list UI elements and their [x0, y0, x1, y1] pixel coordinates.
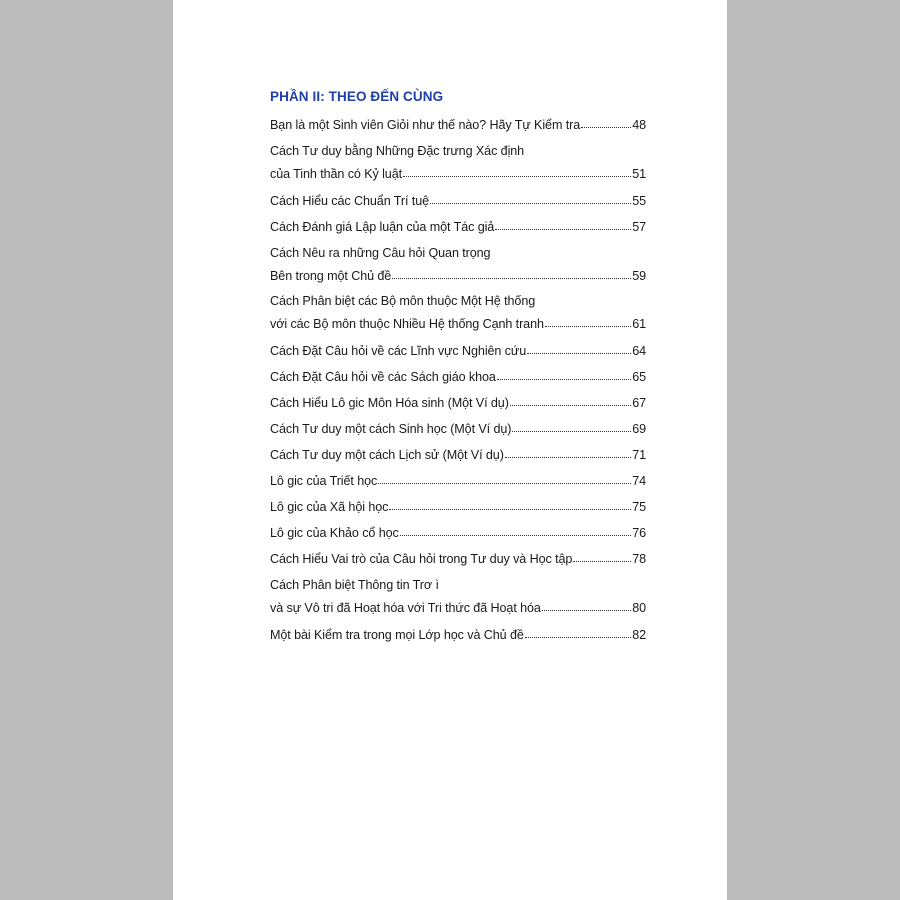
toc-entry-title: Cách Tư duy một cách Lịch sử (Một Ví dụ) — [270, 448, 504, 462]
toc-entry-row — [270, 622, 646, 648]
dot-leader — [573, 561, 631, 562]
toc-entry — [270, 364, 646, 390]
toc-entry-row — [270, 312, 646, 336]
toc-page-number: 80 — [632, 601, 646, 615]
toc-entry — [270, 622, 646, 648]
toc-page-number: 69 — [632, 422, 646, 436]
toc-entry — [270, 574, 646, 620]
toc-entry-row — [270, 264, 646, 288]
toc-page-number: 65 — [632, 370, 646, 384]
toc-page-number: 64 — [632, 344, 646, 358]
toc-entry — [270, 546, 646, 572]
toc-entry-title: Cách Đánh giá Lập luận của một Tác giả — [270, 220, 495, 234]
dot-leader — [389, 509, 631, 510]
toc-entry-title: Bạn là một Sinh viên Giỏi như thế nào? Hãy Tự Kiểm tra — [270, 118, 581, 132]
toc-entry — [270, 416, 646, 442]
toc-entry-row — [270, 162, 646, 186]
toc-entry — [270, 242, 646, 288]
toc-entries — [270, 112, 646, 648]
toc-page-number: 82 — [632, 628, 646, 642]
toc-entry — [270, 338, 646, 364]
dot-leader — [525, 637, 631, 638]
toc-entry-title: với các Bộ môn thuộc Nhiều Hệ thống Cạnh tranh — [270, 317, 544, 331]
dot-leader — [581, 127, 631, 128]
toc-entry-title: Cách Hiểu Lô gic Môn Hóa sinh (Một Ví dụ) — [270, 396, 509, 410]
toc-entry-row — [270, 188, 646, 214]
toc-entry — [270, 290, 646, 336]
toc-entry — [270, 214, 646, 240]
toc-page-number: 76 — [632, 526, 646, 540]
toc-entry-row — [270, 494, 646, 520]
toc-entry-title-line: Cách Phân biệt các Bộ môn thuộc Một Hệ thống — [270, 294, 536, 308]
toc-entry-row — [270, 390, 646, 416]
toc-page-number: 51 — [632, 167, 646, 181]
dot-leader — [430, 203, 631, 204]
dot-leader — [378, 483, 631, 484]
toc-page-number: 74 — [632, 474, 646, 488]
toc-entry-title: Cách Đặt Câu hỏi về các Sách giáo khoa — [270, 370, 496, 384]
dot-leader — [542, 610, 631, 611]
toc-page-number: 67 — [632, 396, 646, 410]
toc-page-number: 57 — [632, 220, 646, 234]
toc-entry-title: và sự Vô tri đã Hoạt hóa với Tri thức đã Hoạt hóa — [270, 601, 541, 615]
toc-entry-title: Lô gic của Khảo cổ học — [270, 526, 399, 540]
toc-page-number: 78 — [632, 552, 646, 566]
toc-entry-title-line: Cách Phân biệt Thông tin Trơ ì — [270, 578, 439, 592]
toc-page-number: 59 — [632, 269, 646, 283]
toc-entry-row — [270, 468, 646, 494]
toc-entry-title: Cách Hiểu các Chuẩn Trí tuệ — [270, 194, 430, 208]
toc-entry — [270, 494, 646, 520]
toc-entry-title: Cách Tư duy một cách Sinh học (Một Ví dụ) — [270, 422, 512, 436]
dot-leader — [545, 326, 631, 327]
toc-entry-row — [270, 442, 646, 468]
toc-entry-title: Cách Hiểu Vai trò của Câu hỏi trong Tư duy và Học tập — [270, 552, 573, 566]
dot-leader — [510, 405, 631, 406]
dot-leader — [527, 353, 631, 354]
toc-entry-row — [270, 338, 646, 364]
toc-entry-title: Một bài Kiểm tra trong mọi Lớp học và Chủ đề — [270, 628, 524, 642]
dot-leader — [512, 431, 631, 432]
toc-entry-title: Lô gic của Xã hội học — [270, 500, 389, 514]
book-page — [173, 0, 727, 900]
toc-entry-row — [270, 520, 646, 546]
dot-leader — [495, 229, 631, 230]
toc-page-number: 55 — [632, 194, 646, 208]
dot-leader — [392, 278, 631, 279]
table-of-contents — [270, 86, 646, 648]
dot-leader — [400, 535, 631, 536]
toc-page-number: 48 — [632, 118, 646, 132]
toc-entry-row — [270, 546, 646, 572]
toc-entry — [270, 520, 646, 546]
toc-entry — [270, 140, 646, 186]
toc-entry-row — [270, 416, 646, 442]
toc-page-number: 71 — [632, 448, 646, 462]
toc-entry — [270, 442, 646, 468]
toc-entry-title-line: Cách Nêu ra những Câu hỏi Quan trọng — [270, 246, 491, 260]
dot-leader — [505, 457, 631, 458]
toc-entry — [270, 468, 646, 494]
toc-entry-title: của Tinh thần có Kỷ luật — [270, 167, 403, 181]
section-title: PHẦN II: THEO ĐẾN CÙNG — [270, 89, 444, 104]
toc-entry-row — [270, 214, 646, 240]
toc-entry-title-line: Cách Tư duy bằng Những Đặc trưng Xác định — [270, 144, 525, 158]
toc-entry-row — [270, 112, 646, 138]
toc-entry-row — [270, 596, 646, 620]
toc-entry — [270, 390, 646, 416]
toc-entry-title: Cách Đặt Câu hỏi về các Lĩnh vực Nghiên cứu — [270, 344, 527, 358]
toc-entry — [270, 112, 646, 138]
dot-leader — [497, 379, 631, 380]
toc-entry — [270, 188, 646, 214]
toc-entry-row — [270, 364, 646, 390]
toc-entry-title: Lô gic của Triết học — [270, 474, 378, 488]
toc-page-number: 75 — [632, 500, 646, 514]
dot-leader — [403, 176, 631, 177]
toc-entry-title: Bên trong một Chủ đề — [270, 269, 392, 283]
toc-page-number: 61 — [632, 317, 646, 331]
